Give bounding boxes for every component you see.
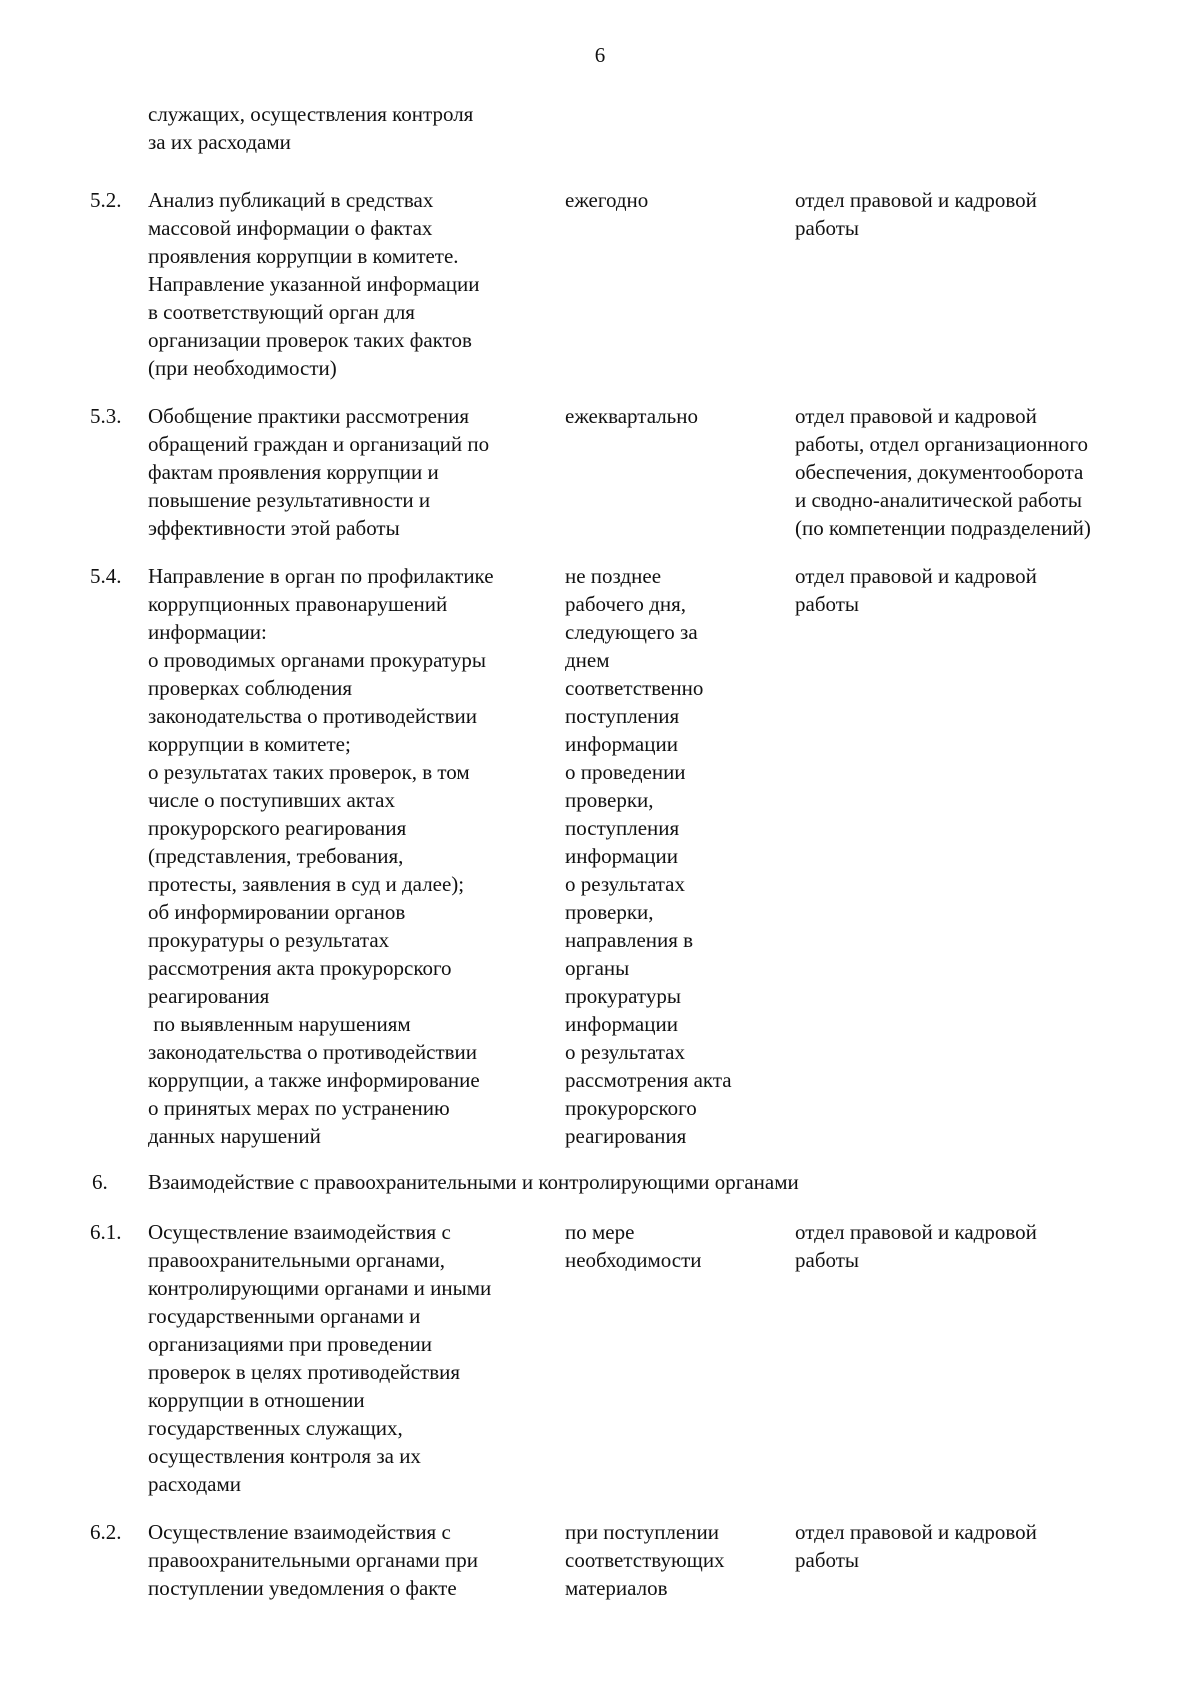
row-description: служащих, осуществления контроля за их расходами xyxy=(148,102,474,154)
row-number: 6.2. xyxy=(90,1520,122,1544)
row-description: Осуществление взаимодействия с правоохранительными органами, контролирующими органами и иными государственными органами и организациями при проведении проверок в целях противодействия коррупции в отношении государственных служащих, осуществления контроля за их расходами xyxy=(148,1220,492,1496)
section-number: 6. xyxy=(92,1170,108,1194)
row-responsible: отдел правовой и кадровой работы xyxy=(795,188,1037,240)
page-number: 6 xyxy=(594,43,606,67)
row-responsible: отдел правовой и кадровой работы xyxy=(795,1520,1037,1572)
row-description: Направление в орган по профилактике коррупционных правонарушений информации: о проводимых органами прокуратуры проверках соблюдения законодательства о противодействии коррупции в комитете; о результатах таких проверок, в том числе о поступивших актах прокурорского реагирования (представления, требования, протесты, заявления в суд и далее); об информировании органов прокуратуры о результатах рассмотрения акта прокурорского реагирования по выявленным нарушениям законодательства о противодействии коррупции, а также информирование о принятых мерах по устранению данных нарушений xyxy=(148,564,494,1148)
row-number: 5.3. xyxy=(90,404,122,428)
row-deadline: не позднее рабочего дня, следующего за днем соответственно поступления информации о проведении проверки, поступления информации о результатах проверки, направления в органы прокуратуры информации о результатах рассмотрения акта прокурорского реагирования xyxy=(565,564,732,1148)
row-description: Анализ публикаций в средствах массовой информации о фактах проявления коррупции в комитете. Направление указанной информации в соответствующий орган для организации проверок таких фактов (при необходимости) xyxy=(148,188,480,380)
row-description: Осуществление взаимодействия с правоохранительными органами при поступлении уведомления о факте xyxy=(148,1520,479,1600)
row-responsible: отдел правовой и кадровой работы xyxy=(795,564,1037,616)
row-deadline: ежеквартально xyxy=(565,404,698,428)
row-deadline: ежегодно xyxy=(565,188,649,212)
row-description: Обобщение практики рассмотрения обращений граждан и организаций по фактам проявления коррупции и повышение результативности и эффективности этой работы xyxy=(148,404,490,540)
row-number: 6.1. xyxy=(90,1220,122,1244)
row-number: 5.4. xyxy=(90,564,122,588)
row-deadline: по мере необходимости xyxy=(565,1220,702,1272)
row-deadline: при поступлении соответствующих материалов xyxy=(565,1520,725,1600)
row-number: 5.2. xyxy=(90,188,122,212)
row-responsible: отдел правовой и кадровой работы, отдел организационного обеспечения, документооборота и сводно-аналитической работы (по компетенции подразделений) xyxy=(795,404,1091,540)
section-title: Взаимодействие с правоохранительными и контролирующими органами xyxy=(148,1170,799,1194)
row-responsible: отдел правовой и кадровой работы xyxy=(795,1220,1037,1272)
